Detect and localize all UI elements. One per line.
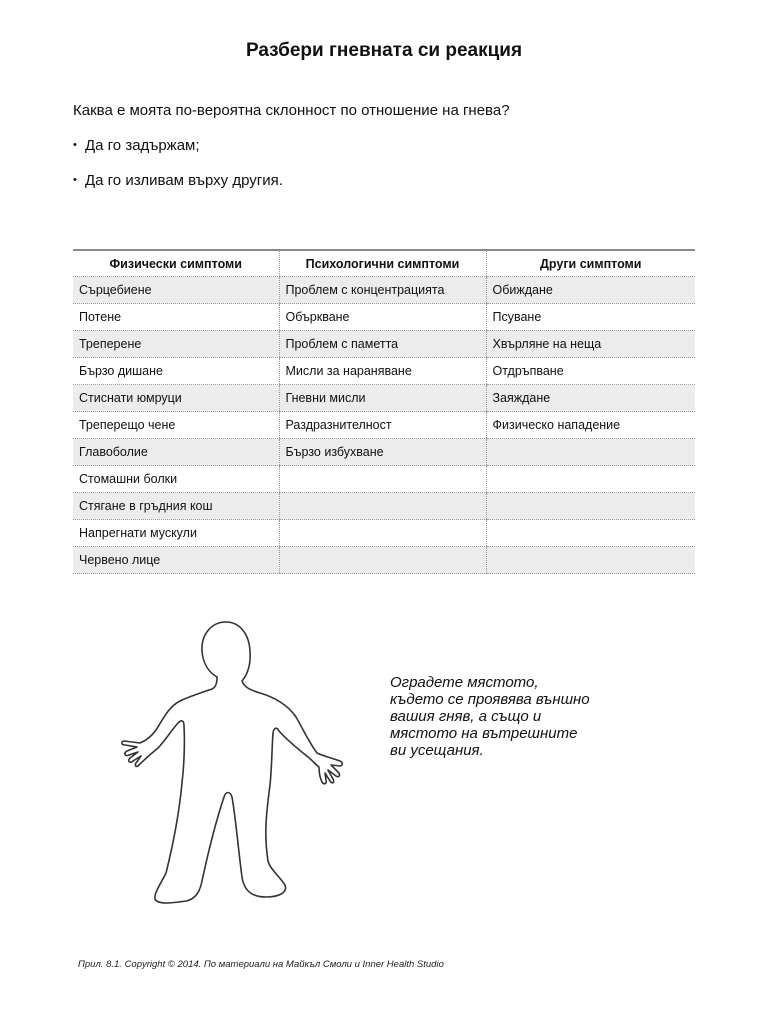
- header-physical: Физически симптоми: [73, 250, 279, 277]
- copyright-footer: Прил. 8.1. Copyright © 2014. По материали на Майкъл Смоли и Inner Health Studio: [78, 959, 444, 970]
- table-cell: [279, 466, 486, 493]
- option-item: [73, 172, 283, 189]
- table-cell: Псуване: [486, 304, 695, 331]
- table-row: [73, 304, 695, 331]
- table-cell: [279, 547, 486, 574]
- table-cell: Раздразнителност: [279, 412, 486, 439]
- table-row: [73, 493, 695, 520]
- table-row: [73, 385, 695, 412]
- table-cell: [486, 493, 695, 520]
- table-cell: Проблем с концентрацията: [279, 277, 486, 304]
- table-row: [73, 358, 695, 385]
- option-item: [73, 137, 200, 154]
- table-cell: Бързо дишане: [73, 358, 279, 385]
- table-cell: Гневни мисли: [279, 385, 486, 412]
- table-row: [73, 331, 695, 358]
- table-cell: Мисли за нараняване: [279, 358, 486, 385]
- header-psychological: Психологични симптоми: [279, 250, 486, 277]
- table-cell: Стягане в гръдния кош: [73, 493, 279, 520]
- bullet-icon: •: [73, 139, 77, 151]
- table-cell: Треперещо чене: [73, 412, 279, 439]
- table-cell: Напрегнати мускули: [73, 520, 279, 547]
- header-other: Други симптоми: [486, 250, 695, 277]
- table-cell: Проблем с паметта: [279, 331, 486, 358]
- table-row: [73, 277, 695, 304]
- table-cell: Потене: [73, 304, 279, 331]
- table-cell: Бързо избухване: [279, 439, 486, 466]
- table-cell: Обиждане: [486, 277, 695, 304]
- page-title: Разбери гневната си реакция: [245, 40, 523, 61]
- body-outline-figure: [118, 615, 358, 915]
- option-label: Да го задържам;: [85, 137, 200, 154]
- table-cell: Треперене: [73, 331, 279, 358]
- table-cell: Главоболие: [73, 439, 279, 466]
- table-cell: Сърцебиене: [73, 277, 279, 304]
- table-cell: Объркване: [279, 304, 486, 331]
- table-cell: [486, 547, 695, 574]
- option-label: Да го изливам върху другия.: [85, 172, 283, 189]
- instruction-text: Оградете мястото, където се проявява външно вашия гняв, а също и мястото на вътрешните ви усещания.: [390, 674, 590, 759]
- table-cell: Стомашни болки: [73, 466, 279, 493]
- question-text: Каква е моята по-вероятна склонност по отношение на гнева?: [73, 102, 510, 119]
- table-cell: Заяждане: [486, 385, 695, 412]
- table-cell: Физическо нападение: [486, 412, 695, 439]
- table-cell: [279, 493, 486, 520]
- table-header-row: [73, 250, 695, 277]
- table-cell: Отдръпване: [486, 358, 695, 385]
- table-cell: Хвърляне на неща: [486, 331, 695, 358]
- bullet-icon: •: [73, 174, 77, 186]
- table-row: [73, 439, 695, 466]
- table-cell: Червено лице: [73, 547, 279, 574]
- table-cell: [279, 520, 486, 547]
- table-cell: [486, 520, 695, 547]
- body-outline-path: [122, 622, 342, 903]
- table-cell: [486, 466, 695, 493]
- symptoms-table: [73, 249, 695, 574]
- table-cell: [486, 439, 695, 466]
- table-row: [73, 466, 695, 493]
- table-row: [73, 547, 695, 574]
- table-row: [73, 520, 695, 547]
- table-cell: Стиснати юмруци: [73, 385, 279, 412]
- table-row: [73, 412, 695, 439]
